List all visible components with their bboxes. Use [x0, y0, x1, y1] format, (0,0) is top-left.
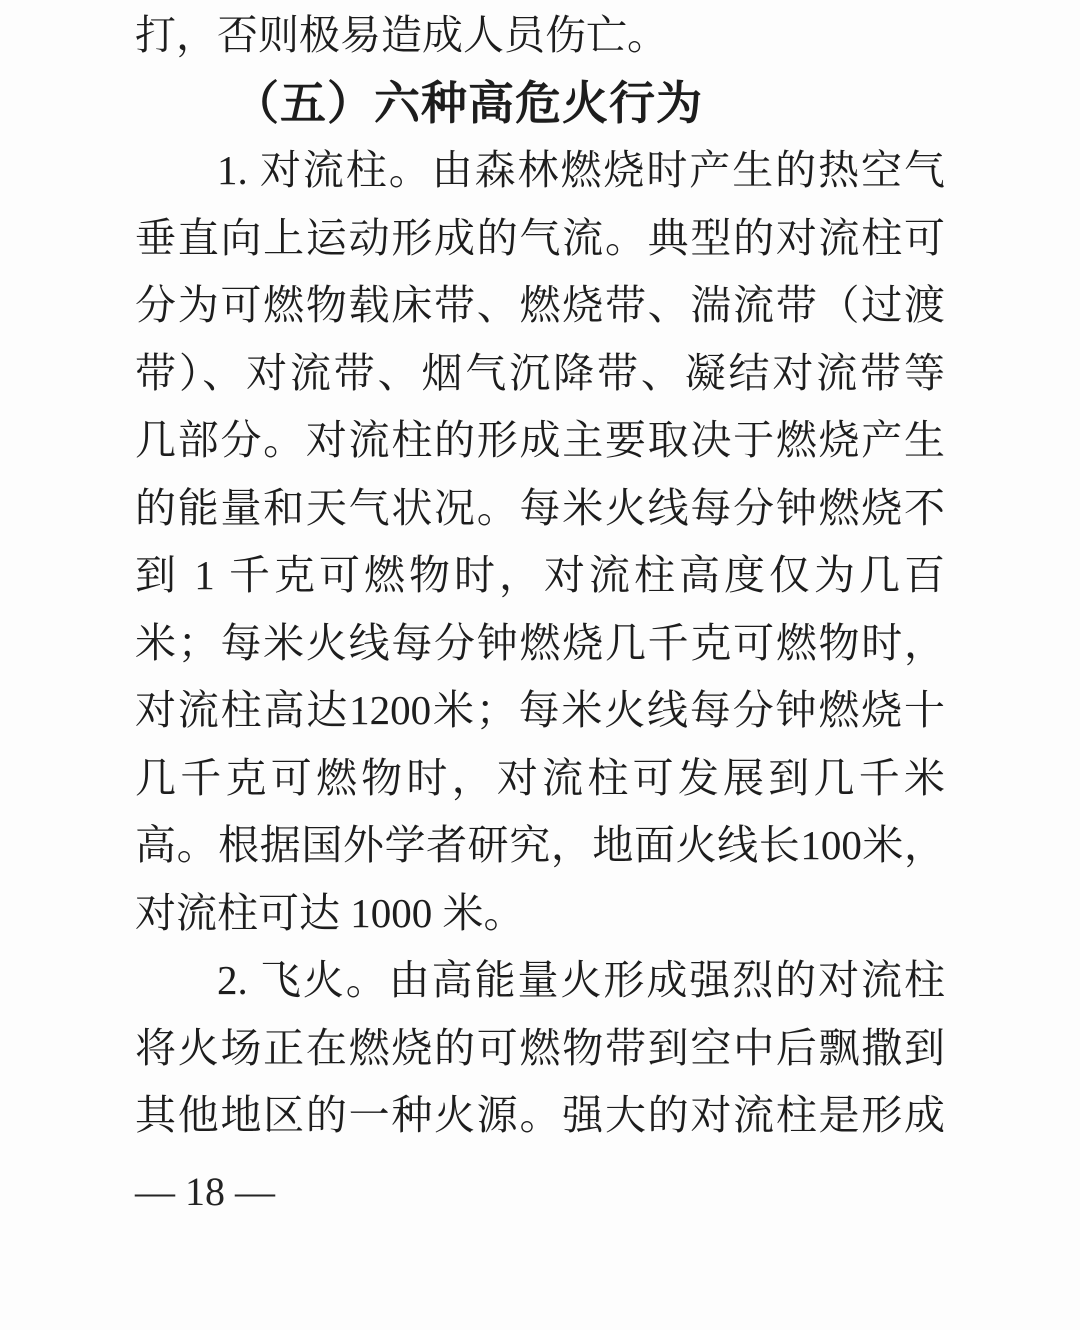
page-number: — 18 — [135, 1169, 275, 1214]
body-line-continuation: 打，否则极易造成人员伤亡。 [135, 12, 668, 58]
paragraph2-line: 其他地区的一种火源。强大的对流柱是形成 [135, 1092, 945, 1138]
paragraph1-line: 垂直向上运动形成的气流。典型的对流柱可 [135, 214, 945, 261]
paragraph1-line: 分为可燃物载床带、燃烧带、湍流带（过渡 [135, 282, 945, 328]
paragraph2-line: 2. 飞火。由高能量火形成强烈的对流柱 [217, 957, 945, 1003]
paragraph1-line: 到 1 千克可燃物时，对流柱高度仅为几百 [135, 552, 945, 598]
paragraph1-line: 几千克可燃物时，对流柱可发展到几千米 [135, 754, 945, 801]
section-heading: （五）六种高危火行为 [233, 77, 703, 129]
paragraph2-line: 将火场正在燃烧的可燃物带到空中后飘撒到 [135, 1024, 945, 1071]
paragraph1-last-line: 对流柱可达 1000 米。 [135, 889, 525, 936]
paragraph1-line: 带）、对流带、烟气沉降带、凝结对流带等 [135, 349, 945, 396]
document-content [135, 2, 945, 1150]
paragraph1-line: 几部分。对流柱的形成主要取决于燃烧产生 [135, 417, 945, 463]
paragraph1-line: 高。根据国外学者研究，地面火线长100米， [135, 822, 945, 868]
paragraph1-line: 1. 对流柱。由森林燃烧时产生的热空气 [217, 147, 945, 193]
paragraph1-line: 米；每米火线每分钟燃烧几千克可燃物时， [135, 619, 945, 666]
paragraph1-line: 对流柱高达1200米；每米火线每分钟燃烧十 [135, 687, 945, 733]
paragraph1-line: 的能量和天气状况。每米火线每分钟燃烧不 [135, 484, 945, 531]
